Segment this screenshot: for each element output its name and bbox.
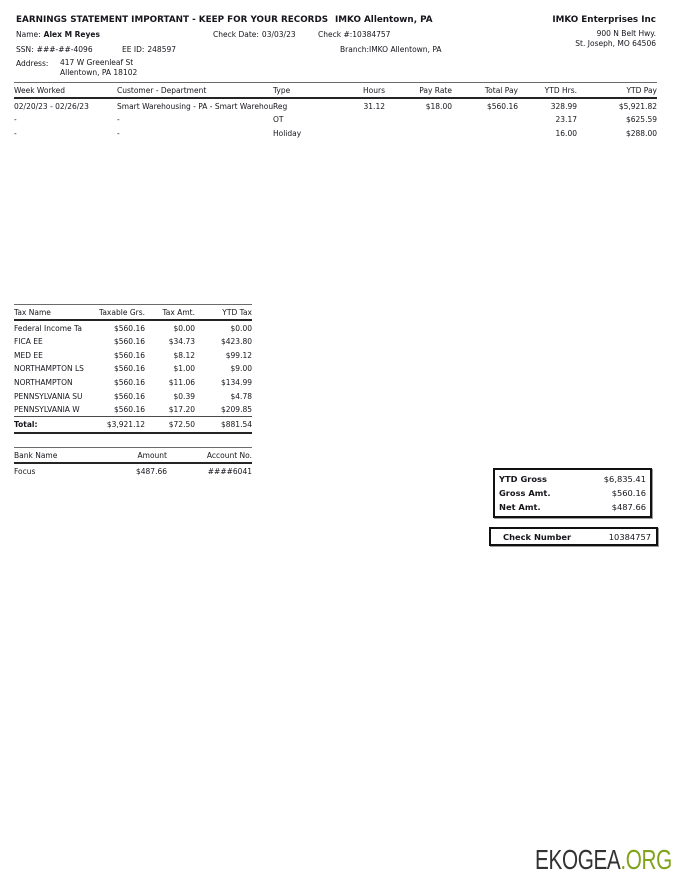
bank-account-cell: ####6041	[207, 466, 252, 476]
earnings-col-type: Type	[273, 83, 323, 99]
ytd-hrs-cell: 16.00	[555, 128, 577, 138]
tax-col-tax-amt: Tax Amt.	[145, 305, 195, 321]
ytd-hrs-cell: 23.17	[555, 115, 577, 125]
tax-row	[14, 320, 252, 335]
customer-department-cell: -	[117, 128, 120, 138]
bank-col-account: Account No.	[167, 448, 252, 464]
tax-amt-cell: $0.39	[173, 391, 195, 401]
check-number-box-label: Check Number	[503, 531, 572, 542]
ytd-tax-cell: $0.00	[230, 323, 252, 333]
bank-row	[14, 463, 252, 478]
tax-name-cell: PENNSYLVANIA W	[14, 405, 80, 415]
ytd-tax-cell: $134.99	[220, 377, 252, 387]
earnings-row	[14, 98, 657, 113]
type-cell: Holiday	[273, 128, 302, 138]
tax-row	[14, 362, 252, 376]
ytd-tax-cell: $99.12	[225, 350, 252, 360]
taxable-grs-cell: $560.16	[113, 364, 145, 374]
logo-suffix: .ORG	[620, 844, 672, 875]
check-number-box-value: 10384757	[608, 531, 651, 542]
customer-department-cell: Smart Warehousing - PA - Smart Warehou	[117, 101, 273, 111]
earnings-col-ytd-pay: YTD Pay	[577, 83, 657, 99]
tax-name-cell: Federal Income Ta	[14, 323, 82, 333]
net-amt-value: $487.66	[611, 502, 646, 512]
check-date-value: 03/03/23	[261, 30, 296, 39]
taxable-grs-cell: $560.16	[113, 391, 145, 401]
tax-row	[14, 403, 252, 417]
tax-name-cell: FICA EE	[14, 337, 43, 347]
taxable-grs-cell: $560.16	[113, 323, 145, 333]
total-pay-cell: $560.16	[486, 101, 518, 111]
tax-row	[14, 389, 252, 403]
tax-header-row	[14, 305, 252, 321]
tax-col-ytd-tax: YTD Tax	[195, 305, 252, 321]
total-pay-cell	[452, 126, 518, 140]
tax-name-cell: MED EE	[14, 350, 43, 360]
bank-table	[14, 447, 252, 478]
branch-label: Branch:	[340, 45, 369, 54]
earnings-table	[14, 82, 657, 140]
tax-total-taxable: $3,921.12	[97, 417, 145, 433]
ytd-tax-cell: $9.00	[230, 364, 252, 374]
ekogea-logo	[535, 846, 672, 874]
company-name: IMKO Enterprises Inc	[552, 15, 656, 25]
gross-amt-label: Gross Amt.	[499, 488, 551, 498]
check-number-box	[489, 527, 658, 546]
earnings-col-hours: Hours	[323, 83, 385, 99]
total-pay-cell	[452, 113, 518, 127]
ytd-hrs-cell: 328.99	[550, 101, 577, 111]
tax-col-name: Tax Name	[14, 305, 97, 321]
tax-amt-cell: $1.00	[173, 364, 195, 374]
gross-amt-row	[499, 488, 646, 498]
customer-department-cell: -	[117, 115, 120, 125]
tax-row	[14, 335, 252, 349]
tax-row	[14, 348, 252, 362]
pay-rate-cell	[385, 126, 452, 140]
earnings-row	[14, 126, 657, 140]
pay-rate-cell: $18.00	[425, 101, 452, 111]
check-number-value: 10384757	[352, 30, 391, 39]
bank-amount-cell: $487.66	[135, 466, 167, 476]
employee-name-row	[16, 30, 100, 39]
earnings-col-pay-rate: Pay Rate	[385, 83, 452, 99]
type-cell: OT	[273, 115, 284, 125]
ytd-gross-value: $6,835.41	[603, 474, 646, 484]
earnings-header-row	[14, 83, 657, 99]
tax-row	[14, 375, 252, 389]
tax-col-taxable-grs: Taxable Grs.	[97, 305, 145, 321]
week-worked-cell: 02/20/23 - 02/26/23	[14, 101, 89, 111]
tax-total-row	[14, 417, 252, 433]
tax-total-label: Total:	[14, 417, 97, 433]
ssn-label: SSN:	[16, 45, 34, 54]
tax-name-cell: PENNSYLVANIA SU	[14, 391, 83, 401]
ee-id-row	[122, 45, 176, 54]
address-line1: 417 W Greenleaf St	[60, 58, 134, 67]
taxable-grs-cell: $560.16	[113, 405, 145, 415]
week-worked-cell: -	[14, 115, 17, 125]
ee-id-value: 248597	[147, 45, 177, 54]
tax-name-cell: NORTHAMPTON	[14, 377, 73, 387]
employee-name-value: Alex M Reyes	[43, 30, 100, 39]
tax-total-amount: $72.50	[145, 417, 195, 433]
address-line2: Allentown, PA 18102	[60, 68, 138, 77]
hours-cell	[323, 113, 385, 127]
net-amt-row	[499, 502, 646, 512]
ytd-pay-cell: $5,921.82	[618, 101, 657, 111]
gross-amt-value: $560.16	[611, 488, 646, 498]
check-date-row	[213, 30, 296, 39]
hours-cell	[323, 126, 385, 140]
tax-table	[14, 304, 252, 434]
bank-col-amount: Amount	[94, 448, 167, 464]
ytd-gross-label: YTD Gross	[499, 474, 547, 484]
tax-amt-cell: $8.12	[173, 350, 195, 360]
branch-title: IMKO Allentown, PA	[335, 15, 433, 25]
earnings-col-customer-department: Customer - Department	[117, 83, 273, 99]
branch-value: IMKO Allentown, PA	[368, 45, 442, 54]
tax-amt-cell: $17.20	[168, 405, 195, 415]
check-number-label: Check #:	[318, 30, 353, 39]
company-address-line2: St. Joseph, MO 64506	[575, 39, 656, 48]
pay-summary-box	[493, 468, 652, 518]
address-label: Address:	[16, 59, 49, 68]
tax-amt-cell: $34.73	[168, 337, 195, 347]
ytd-pay-cell: $288.00	[625, 128, 657, 138]
company-address-line1: 900 N Belt Hwy.	[596, 29, 656, 38]
tax-amt-cell: $0.00	[173, 323, 195, 333]
logo-name: EKOGEA	[535, 844, 621, 875]
name-label: Name:	[16, 30, 41, 39]
taxable-grs-cell: $560.16	[113, 377, 145, 387]
bank-col-name: Bank Name	[14, 448, 94, 464]
bank-name-cell: Focus	[14, 466, 36, 476]
week-worked-cell: -	[14, 128, 17, 138]
pay-rate-cell	[385, 113, 452, 127]
ee-id-label: EE ID:	[122, 45, 145, 54]
check-date-label: Check Date:	[213, 30, 259, 39]
tax-total-ytd: $881.54	[195, 417, 252, 433]
taxable-grs-cell: $560.16	[113, 337, 145, 347]
ytd-tax-cell: $423.80	[220, 337, 252, 347]
hours-cell: 31.12	[363, 101, 385, 111]
taxable-grs-cell: $560.16	[113, 350, 145, 360]
ytd-tax-cell: $209.85	[220, 405, 252, 415]
bank-header-row	[14, 448, 252, 464]
statement-title: EARNINGS STATEMENT IMPORTANT - KEEP FOR YOUR RECORDS	[16, 15, 329, 25]
branch-row	[340, 45, 442, 54]
ssn-row	[16, 45, 93, 54]
type-cell: Reg	[273, 101, 288, 111]
ytd-pay-cell: $625.59	[625, 115, 657, 125]
tax-name-cell: NORTHAMPTON LS	[14, 364, 84, 374]
earnings-col-total-pay: Total Pay	[452, 83, 518, 99]
earnings-col-week-worked: Week Worked	[14, 83, 117, 99]
net-amt-label: Net Amt.	[499, 502, 541, 512]
earnings-col-ytd-hrs: YTD Hrs.	[518, 83, 577, 99]
check-number-row	[318, 30, 390, 39]
earnings-row	[14, 113, 657, 127]
ssn-value: ###-##-4096	[36, 45, 93, 54]
ytd-gross-row	[499, 474, 646, 484]
tax-amt-cell: $11.06	[168, 377, 195, 387]
ytd-tax-cell: $4.78	[230, 391, 252, 401]
